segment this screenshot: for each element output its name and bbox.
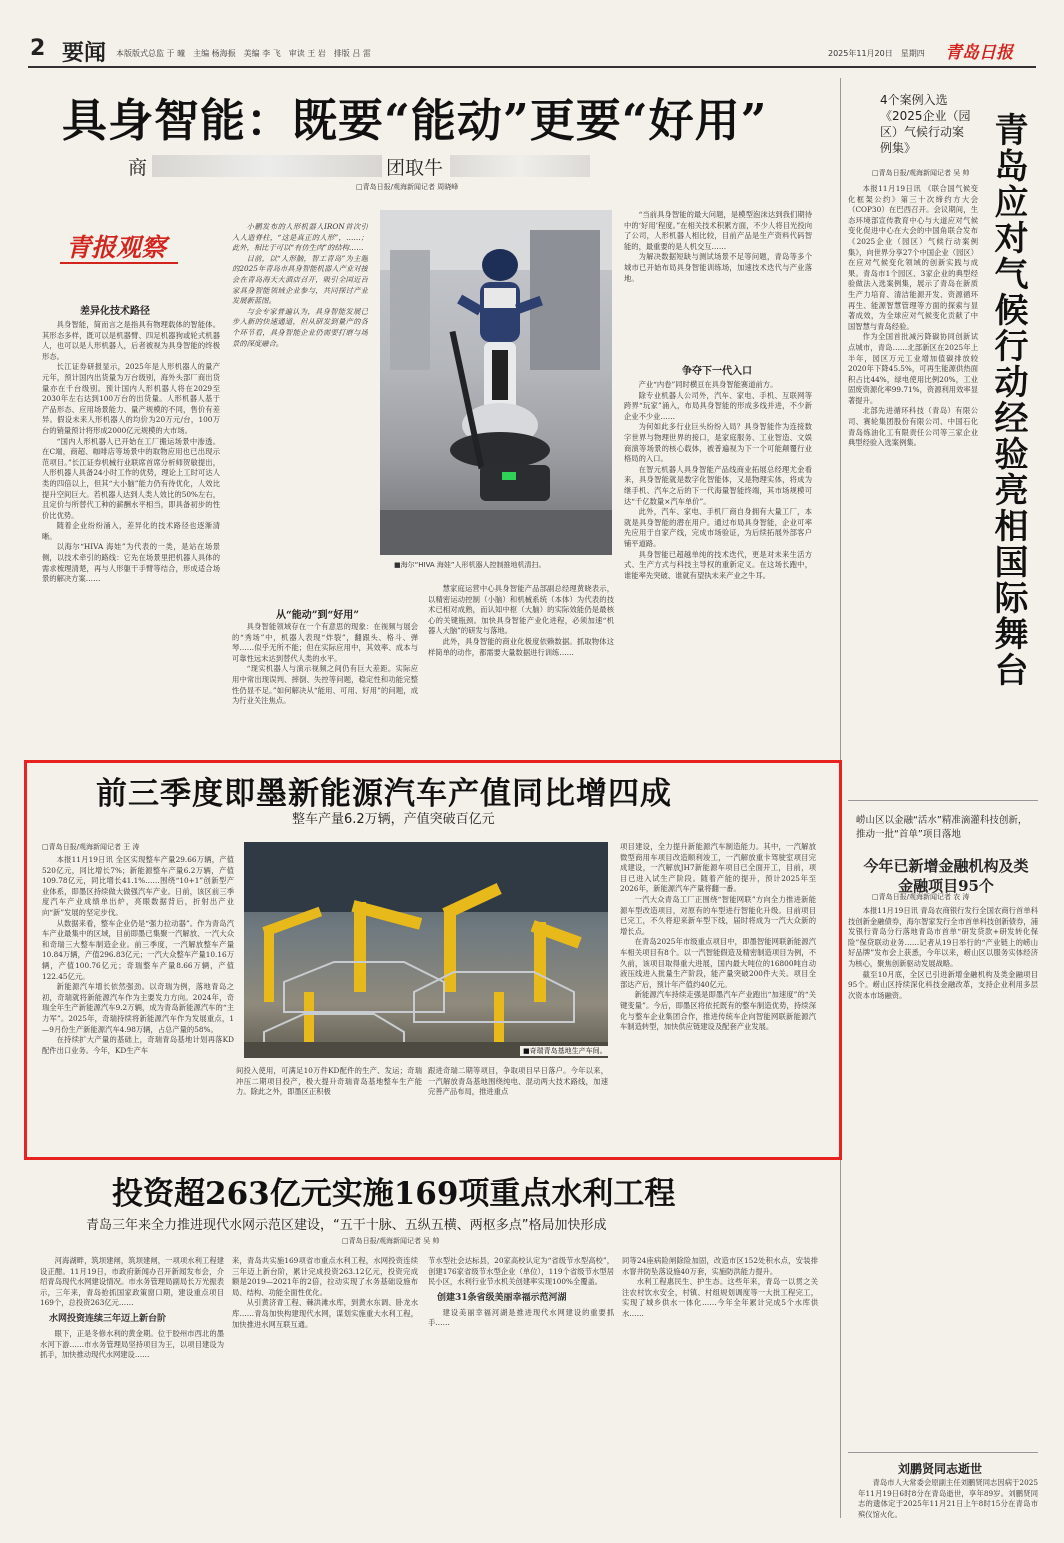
- section-heading-1: 差异化技术路径: [80, 306, 150, 317]
- paragraph: 为解决数据短缺与测试场景不足等问题，青岛等多个城市已开始布局具身智能训练场，加速技术迭代与产业落地。: [624, 252, 812, 283]
- paragraph: 本报11月19日讯 《联合国气候变化框架公约》第三十次缔约方大会（COP30）在巴西召开。会议期间，生态环境部宣传教育中心与大道应对气候变化促进中心在大会的中国角联合发布《2025企业（园区）气候行动案例集》，向世界分享27个中国企业（园区）在应对气候变化领域的创新实践与成果。青岛市1个园区、3家企业的典型经验做法入选案例集，展示了青岛在新质生产力培育、清洁能源开发、资源循环再生、能源智慧管理等方面的探索与显著成效，为全球应对气候变化贡献了中国智慧与青岛经验。: [848, 184, 978, 331]
- paragraph: 北部先进循环科技（青岛）有限公司、赛轮集团股份有限公司、中国石化青岛炼油化工有限责任公司等三家企业典型经验入选案例集。: [848, 406, 978, 448]
- paragraph: 新能源汽车持续走强是即墨汽车产业跑出“加速度”的“关键变量”。今后，即墨区将依托既有的整车制造优势，持续深化与整车企业集团合作，推进传统车企向智能网联新能源汽车制造转型，加快供应链建设及配套产业发展。: [620, 990, 816, 1032]
- obituary-body: [858, 1478, 1038, 1530]
- lead-col-4: [428, 584, 614, 786]
- paragraph: 在持续扩大产量的基础上，奇瑞青岛基地计划再落KD配件出口业务。今年，KD生产车: [42, 1035, 234, 1055]
- paragraph: 作为全国首批减污降碳协同创新试点城市，青岛……北部新区在2025年上半年，园区万元工业增加值碳排放较2020年下降45.5%，可再生能源供热面积占比44%，绿电使用比例20%，工业固废资源化率99.71%，资源利用效率显著提升。: [848, 332, 978, 405]
- featured-headline: 前三季度即墨新能源汽车产值同比增四成: [96, 776, 672, 812]
- robot-photo: [380, 210, 612, 555]
- featured-col-3: [428, 1066, 608, 1146]
- featured-subtitle: 整车产量6.2万辆，产值突破百亿元: [292, 812, 495, 827]
- paragraph: 具身智能已超越单纯的技术迭代，更是对未来生活方式、生产方式与科技主导权的重新定义。在这场长跑中，谁能率先突破、谁就有望执未来产业之牛耳。: [624, 549, 812, 580]
- lead-headline: 具身智能：既要“能动”更要“好用”: [62, 94, 768, 147]
- lead-subtitle-start: 商: [128, 157, 148, 179]
- finance-byline: □青岛日报/观海新闻记者 农 涛: [872, 893, 970, 901]
- finance-kicker: 崂山区以金融“活水”精准滴灌科技创新，推动一批“首单”项目落地: [856, 815, 1028, 840]
- right-divider-1: [848, 800, 1038, 801]
- paragraph: 建设美丽幸福河湖是推进现代水网建设的重要抓手……: [428, 1307, 614, 1328]
- water-headline: 投资超263亿元实施169项重点水利工程: [112, 1176, 676, 1212]
- factory-photo-caption: ■奇瑞青岛基地生产车间。: [520, 1046, 610, 1056]
- paragraph: 除专业机器人公司外，汽车、家电、手机、互联网等跨界“玩家”涌入，布局具身智能的形成多线并进，不少新企业不少业……: [624, 390, 812, 421]
- lead-col-1: [42, 320, 220, 788]
- side-headline: 4个案例入选《2025企业（园区）气候行动案例集》: [880, 93, 971, 155]
- water-col-1: [40, 1256, 224, 1532]
- lead-col-6: [624, 380, 812, 786]
- paragraph: 间投入使用，可满足10万件KD配件的生产、发运；奇瑞冲压二期项目投产，极大提升奇瑞青岛基地整车生产能力。除此之外，即墨区正积极: [236, 1066, 422, 1097]
- featured-col-2: [236, 1066, 422, 1146]
- featured-col-1: [42, 855, 234, 1147]
- paragraph: 与会专家普遍认为，具身智能发展已步入新的快速通道，但从研发到量产的各个环节看，具身智能企业仍需要打磨与场景的深度融合。: [232, 306, 368, 348]
- paragraph: 产业“内卷”同时横亘在具身智能赛道前方。: [638, 380, 778, 389]
- staff-line: 本版版式总监 于 曈 主编 杨海振 美编 李 飞 审读 王 岩 排版 吕 雷: [116, 49, 371, 58]
- water-col-4: [622, 1256, 818, 1532]
- right-divider-2: [848, 1452, 1038, 1453]
- water-col-3: [428, 1256, 614, 1532]
- factory-photo: [244, 842, 608, 1058]
- paragraph: 眼下，正是冬修水利的黄金期。位于胶州市西北的墨水河下游……市水务管理局坚持项目为王，以项目建设为抓手，加快推动现代水网建设……: [40, 1328, 224, 1360]
- finance-headline: 今年已新增金融机构及类金融项目95个: [863, 857, 1029, 895]
- paragraph: 项目建设，全力提升新能源汽车制造能力。其中，一汽解放微型商用车项目改造顺利竣工，一汽解放重卡驾驶室项目完成建设，一汽解放JH7新能源车项目已全面开工，目前，项目已进入试生产阶段。随着产能的提升，预计2025年至2026年，新能源汽车产量将翻一番。: [620, 842, 816, 894]
- lead-byline: □青岛日报/观海新闻记者 周晓峰: [356, 183, 459, 191]
- lead-subtitle-end: 团取牛: [386, 157, 444, 179]
- page-number: 2: [30, 36, 46, 61]
- paragraph: 随着企业纷纷涌入，差异化的技术路径也逐渐清晰。: [42, 521, 220, 541]
- paragraph: 节水型社会达标县，20家高校认定为“省级节水型高校”，创建176家省级节水型企业（单位），119个省级节水型居民小区，水利行业节水机关创建率实现100%全覆盖。: [428, 1256, 614, 1287]
- section-name: 要闻: [62, 41, 107, 66]
- paragraph: 具身智能领域存在一个有意思的现象：在视频与展会的“秀场”中，机器人表现“炸裂”，翻跟头、格斗、弹琴……似乎无所不能；但在实际应用中，其效率、成本与可靠性远未达到替代人类的水平。: [232, 622, 418, 663]
- paragraph: 一汽大众青岛工厂正围绕“智能网联”方向全力推进新能源车型改造项目，对原有的车型进行智能化升级。目前项目已完工，不久将迎来新车型下线，届时将成为一汽大众新的增长点。: [620, 894, 816, 936]
- paragraph: 长江证券研报显示，2025年是人形机器人的量产元年，预计国内出货量为万台级别，海外头部厂商出货量亦在千台级别。预计国内人形机器人将在2029至2030年左右达到100万台的出货量。人形机器人基于产品形态、应用场景能力、量产规模的不同，售价有差异。假设未来人形机器人的均价为20万元/台，100万台的销量预计将形成2000亿元规模的大市场。: [42, 362, 220, 435]
- robot-photo-caption: ■海尔“HIVA 海娃”人形机器人控制推地机清扫。: [394, 561, 546, 569]
- paragraph: “现实机器人与演示视频之间仍有巨大差距。实际应用中常出现误判、摔倒、失控等问题，稳定性和功能完整性仍显不足。”如何解决从“能用、可用、好用”的问题，成为行业关注焦点。: [232, 664, 418, 706]
- paragraph: “当前具身智能的最大问题，是模型泡沫达到我们期待中的‘好用’程度。”在相关技术积累方面，不少人将目光投向了公司，人形机器人相比较，目前产品是生产资料代码智能的，最重要的是人机交互……: [624, 210, 812, 251]
- subheading: 水网投资连续三年迈上新台阶: [49, 1313, 167, 1324]
- masthead-logo: 青岛日报: [945, 43, 1013, 63]
- paragraph: 为何如此多行业巨头纷纷入局？具身智能作为连接数字世界与物理世界的接口，是家庭服务、工业智造、文娱商演等场景的核心载体，被普遍视为下一个可能颠覆行业格局的入口。: [624, 422, 812, 464]
- lead-col-2: [232, 222, 368, 582]
- obituary-headline: 刘鹏贤同志逝世: [898, 1462, 983, 1476]
- issue-date: 2025年11月20日 星期四: [828, 49, 925, 58]
- subtitle-blur-2: [450, 155, 590, 177]
- paragraph: 河海湖畔，筑坝建闸，筑坝建闸，一项项水利工程建设正酣。11月19日，市政府新闻办召开新闻发布会，介绍青岛现代水网建设情况。市水务管理局副局长万光振表示，三年来，青岛抢抓国家政策窗口期，建设重点项目169个，总投资263亿元……: [40, 1256, 224, 1308]
- factory-illustration: [244, 842, 608, 1058]
- paragraph: 在智元机器人具身智能产品线商业拓展总经理尤金看来，具身智能就是数字化智能体，又是物理实体，将成为继手机、汽车之后的下一代海量智能终端，其市场规模可达“千亿数量×汽车单价”。: [624, 464, 812, 506]
- paragraph: 青岛市人大常委会原副主任刘鹏贤同志因病于2025年11月19日6时8分在青岛逝世，享年89岁。刘鹏贤同志的遗体定于2025年11月21日上午8时15分在青岛市殡仪馆火化。: [858, 1478, 1038, 1519]
- paragraph: 来，青岛共实施169项省市重点水利工程，水网投资连续三年迈上新台阶，累计完成投资263.12亿元，投资完成额是2019—2021年的2倍，拉动实现了水务基础设施布局、结构、功能全面性优化。: [232, 1256, 418, 1297]
- paragraph: 新能源汽车增长依然强劲。以奇瑞为例，落地青岛之初，奇瑞就将新能源汽车作为主要发力方向。2024年，奇瑞全年生产新能源汽车9.2万辆，成为青岛新能源汽车的“主力军”。2025年，奇瑞持续将新能源汽车作为发展重点，1—9月份生产新能源汽车4.98万辆，占总产量的58%。: [42, 982, 234, 1034]
- paragraph: 跟进奇瑞二期等项目，争取项目早日落户。今年以来，一汽解放青岛基地围绕纯电、混动两大技术路线，加速完善产品布局，推进重点: [428, 1066, 608, 1097]
- right-col-body: [848, 184, 978, 784]
- water-col-2: [232, 1256, 418, 1532]
- section-heading-3: 争夺下一代入口: [682, 366, 752, 377]
- paragraph: 以海尔“HIVA 海娃”为代表的一类，是站在场景侧，以技术牵引的路线：它先在场景里把机器人具体的需求梳理清楚，再与人形躯干手臂等结合，形成适合场景的解决方案……: [42, 542, 220, 584]
- vertical-headline: 青岛应对气候行动经验亮相国际舞台: [988, 112, 1028, 688]
- paragraph: 本报11月19日讯 全区实现整车产量29.66万辆，产值520亿元，同比增长7%；新能源整车产量6.2万辆，产值109.78亿元，同比增长41.1%……围绕“10+1”创新型产业体系，即墨区持续做大做强汽车产业。日前，该区前三季度汽车产业成绩单出炉，亮眼数据背后，折射出产业向“新”发展的坚定步伐。: [42, 855, 234, 917]
- paragraph: 小鹏发布的人形机器人IRON首次引入人造脊柱，“这是真正的人形”，……；此外，相比于可以“有仿生肉”的结构……: [232, 222, 368, 253]
- featured-byline: □青岛日报/观海新闻记者 王 涛: [42, 843, 140, 851]
- paragraph: 从数据来看，整车企业仍是“强力拉动器”。作为青岛汽车产业最集中的区域，目前即墨已集聚一汽解放、一汽大众和奇瑞三大整车制造企业。前三季度，一汽解放整车产量10.84万辆，产值296.83亿元；一汽大众整车产量10.16万辆，产值100.76亿元；奇瑞整车产量8.66万辆，产值122.45亿元。: [42, 918, 234, 981]
- paragraph: 水利工程惠民生、护生态。这些年来，青岛一以贯之关注农村饮水安全，村镇、村组规划调度等一大批工程完工，实现了城乡供水一体化……今年全年累计完成5个水库供水……: [622, 1277, 818, 1318]
- lead-col-5: [624, 210, 812, 352]
- header-rule: [28, 66, 1036, 68]
- paragraph: 从引黄济青工程、棘洪滩水库，到黄水东调、卧龙水库……青岛加快构建现代水网，谋划实施重大水利工程，加快推进水网互联互通。: [232, 1298, 418, 1329]
- paragraph: 此外，汽车、家电、手机厂商自身拥有大量工厂，本就是具身智能的潜在用户。通过布局具身智能，企业可率先应用于自家产线，完成市场验证，为后续拓展外部客户铺平道路。: [624, 507, 812, 548]
- column-logo: 青报观察: [66, 233, 167, 262]
- column-logo-underline: [60, 262, 178, 264]
- paragraph: 本报11月19日讯 青岛农商银行发行全国农商行首单科技创新金融债券，海尔智家发行全市首单科技创新债券，浦发银行青岛分行落地青岛市首单“研发贷款+研发转化保险”保贷联动业务……记者从19日举行的“产业链上的崂山好品牌”发布会上获悉，今年以来，崂山区以服务实体经济为核心，聚焦创新驱动发展战略。: [848, 906, 1038, 968]
- right-byline: □青岛日报/观海新闻记者 吴 帅: [872, 169, 970, 177]
- section-heading-2: 从“能动”到“好用”: [276, 610, 360, 621]
- featured-col-4: [620, 842, 816, 1146]
- subheading: 创建31条省级美丽幸福示范河湖: [437, 1292, 567, 1303]
- paragraph: 目前，以“人形脑，智工青岛”为主题的2025年青岛市具身智能机器人产业对接会在青岛海天大酒店召开，吸引全国近百家具身智能领域企业参与，共同探讨产业发展新蓝图。: [232, 253, 368, 306]
- paragraph: 此外，具身智能的商业化极度依赖数据。抓取物体这样简单的动作，都需要大量数据进行训练……: [428, 636, 614, 657]
- paragraph: 在青岛2025年市级重点项目中，即墨智能网联新能源汽车相关项目有8个。以一汽智能假造及精密制造项目为例，不久前，该项目取得重大进展，国内最大吨位的16800吨自动液压线进入批量生产阶段，能产量突破200件大关。项目全部达产后，预计年产值约40亿元。: [620, 937, 816, 989]
- water-byline: □青岛日报/观海新闻记者 吴 帅: [342, 1237, 440, 1245]
- paragraph: 具身智能，简而言之是指具有物理载体的智能体。其形态多样，既可以是机器臂、四足机器狗或轮式机器人，也可以是人形机器人，后者被视为具身智能的终极形态。: [42, 320, 220, 361]
- finance-body: [848, 906, 1038, 1446]
- robot-illustration: [380, 210, 612, 555]
- paragraph: 截至10月底，全区已引进新增金融机构及类金融项目95个。崂山区持续深化科技金融改革，支持企业利用多层次资本市场融资。: [848, 969, 1038, 1000]
- paragraph: “国内人形机器人已开始在工厂搬运场景中渗透。在C端，商超、咖啡店等场景中的取物应用也已出现示范项目。”长江证券机械行业联席首席分析师贺敏提出，人形机器人具备24小时工作的优势，理论上工时可达人类的四倍以上，但其“大小脑”能力仍有待优化，人效比提升空间巨大。若机器人达到人类人效比的50%左右，且定价与所替代工种的薪酬水平相当，即具备初步的性价比优势。: [42, 436, 220, 520]
- paragraph: 慧家庭运营中心具身智能产品部副总经理黄晓表示，以精密运动控制（小脑）和机械系统（本体）为代表的技术已相对成熟，而认知中枢（大脑）的实际效能仍是最核心的关键瓶颈。加快具身智能产业化进程，必须加速“机器人大脑”的研发与落地。: [428, 584, 614, 636]
- paragraph: 同等24座病险闸除险加固，改造市区152处积水点，安装排水窨井防坠落设施40万套，实施防洪能力提升。: [622, 1256, 818, 1276]
- subtitle-blur: [152, 155, 382, 177]
- water-subtitle: 青岛三年来全力推进现代水网示范区建设，“五干十脉、五纵五横、两枢多点”格局加快形成: [86, 1218, 607, 1233]
